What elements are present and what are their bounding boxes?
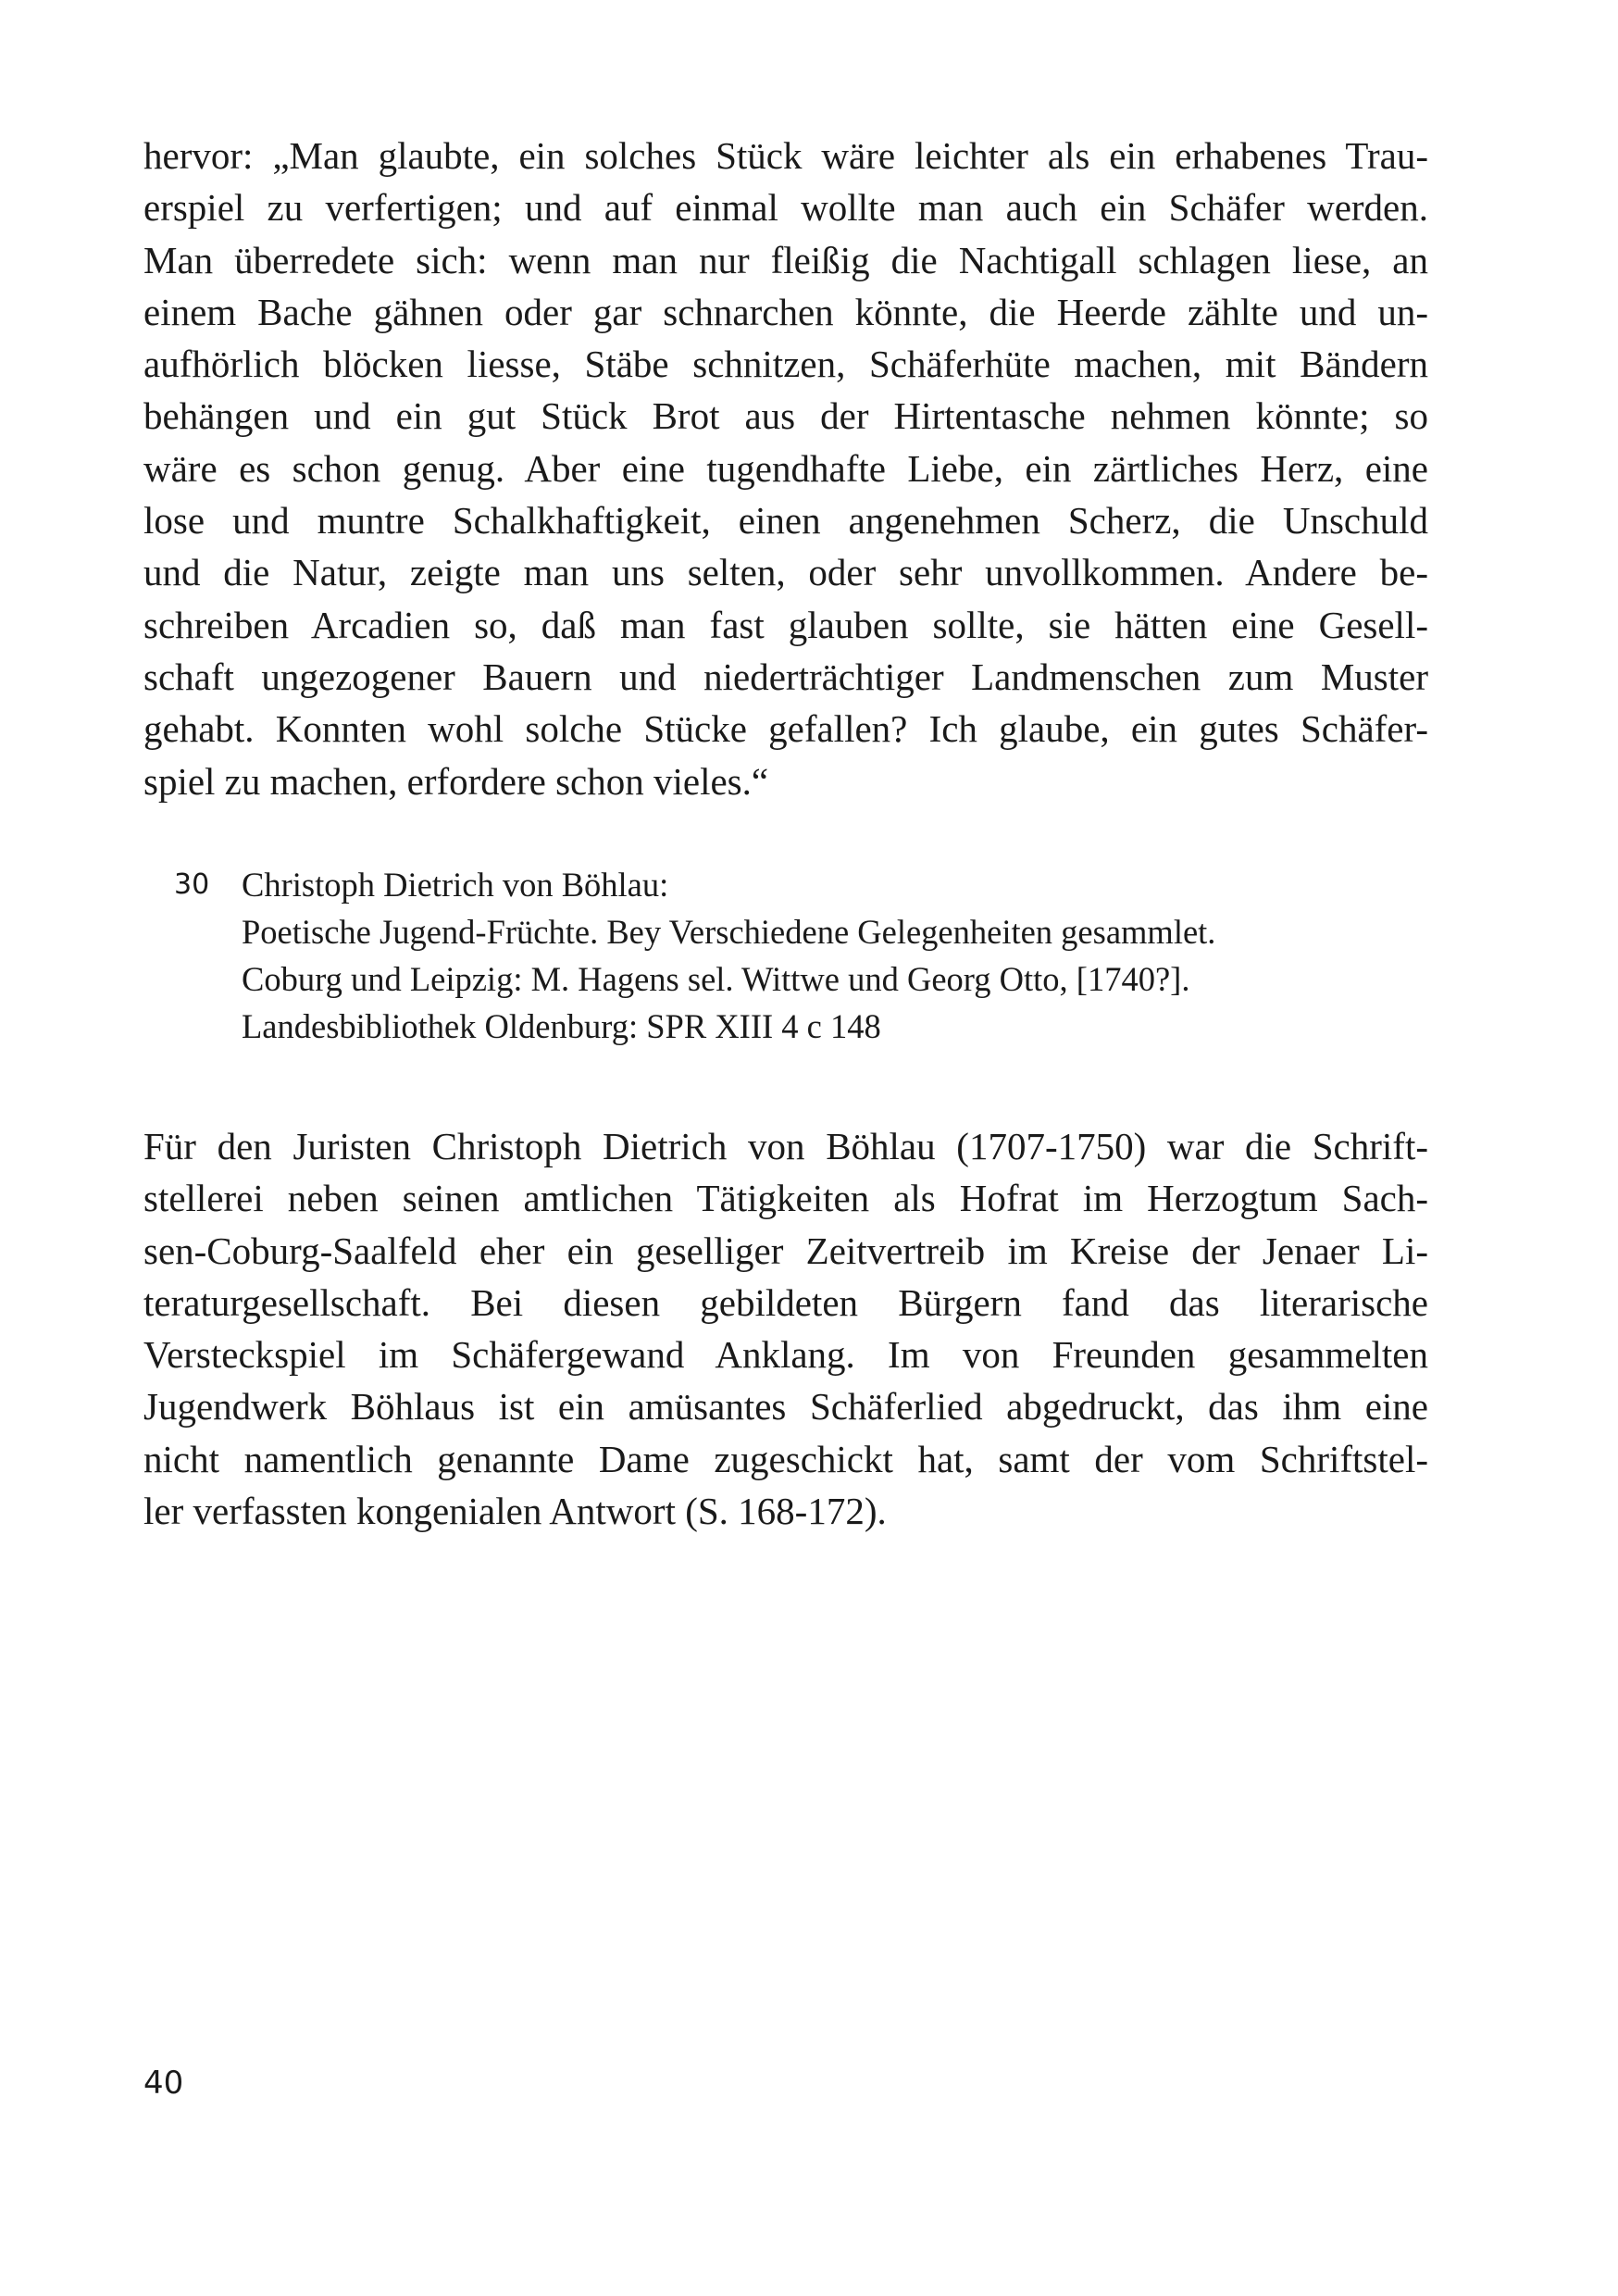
paragraph-line: nicht namentlich genannte Dame zugeschickt hat, samt der vom Schriftstel- <box>143 1437 1428 1480</box>
catalog-location: Landesbibliothek Oldenburg: SPR XIII 4 c 148 <box>242 1007 881 1045</box>
paragraph-line: schaft ungezogener Bauern und niederträchtiger Landmenschen zum Muster <box>143 655 1428 698</box>
paragraph-line: teraturgesellschaft. Bei diesen gebildeten Bürgern fand das literarische <box>143 1280 1428 1324</box>
paragraph-line: Für den Juristen Christoph Dietrich von Böhlau (1707-1750) war die Schrift- <box>143 1125 1428 1167</box>
paragraph-line: lose und muntre Schalkhaftigkeit, einen angenehmen Scherz, die Unschuld <box>143 499 1428 543</box>
paragraph-line: ler verfassten kongenialen Antwort (S. 168-172). <box>143 1490 887 1533</box>
paragraph-line: wäre es schon genug. Aber eine tugendhafte Liebe, ein zärtliches Herz, eine <box>143 446 1428 490</box>
quotation-paragraph <box>143 130 1428 807</box>
paragraph-line: spiel zu machen, erfordere schon vieles.“ <box>143 759 769 803</box>
paragraph-line: Versteckspiel im Schäfergewand Anklang. Im von Freunden gesammelten <box>143 1333 1428 1377</box>
paragraph-line: Man überredete sich: wenn man nur fleißig die Nachtigall schlagen liese, an <box>143 238 1428 281</box>
page-number: 40 <box>143 2065 184 2102</box>
paragraph-line: Jugendwerk Böhlaus ist ein amüsantes Schäferlied abgedruckt, das ihm eine <box>143 1385 1428 1429</box>
paragraph-line: schreiben Arcadien so, daß man fast glauben sollte, sie hätten eine Gesell- <box>143 603 1428 646</box>
catalog-details <box>242 861 1377 1050</box>
paragraph-line: stellerei neben seinen amtlichen Tätigkeiten als Hofrat im Herzogtum Sach- <box>143 1177 1428 1220</box>
paragraph-line: behängen und ein gut Stück Brot aus der Hirtentasche nehmen könnte; so <box>143 394 1428 438</box>
catalog-imprint: Coburg und Leipzig: M. Hagens sel. Wittwe und Georg Otto, [1740?]. <box>242 960 1190 998</box>
commentary-paragraph <box>143 1120 1428 1537</box>
paragraph-line: gehabt. Konnten wohl solche Stücke gefallen? Ich glaube, ein gutes Schäfer- <box>143 707 1428 751</box>
paragraph-line: hervor: „Man glaubte, ein solches Stück wäre leichter als ein erhabenes Trau- <box>143 134 1428 177</box>
paragraph-line: erspiel zu verfertigen; und auf einmal wollte man auch ein Schäfer werden. <box>143 186 1428 230</box>
paragraph-line: sen-Coburg-Saalfeld eher ein geselliger Zeitvertreib im Kreise der Jenaer Li- <box>143 1229 1428 1272</box>
catalog-author: Christoph Dietrich von Böhlau: <box>242 866 669 904</box>
paragraph-line: aufhörlich blöcken liesse, Stäbe schnitzen, Schäferhüte machen, mit Bändern <box>143 343 1428 386</box>
paragraph-line: einem Bache gähnen oder gar schnarchen könnte, die Heerde zählte und un- <box>143 290 1428 333</box>
paragraph-line: und die Natur, zeigte man uns selten, oder sehr unvollkommen. Andere be- <box>143 551 1428 594</box>
catalog-number: 30 <box>174 868 210 901</box>
catalog-title: Poetische Jugend-Früchte. Bey Verschiedene Gelegenheiten gesammlet. <box>242 913 1216 951</box>
